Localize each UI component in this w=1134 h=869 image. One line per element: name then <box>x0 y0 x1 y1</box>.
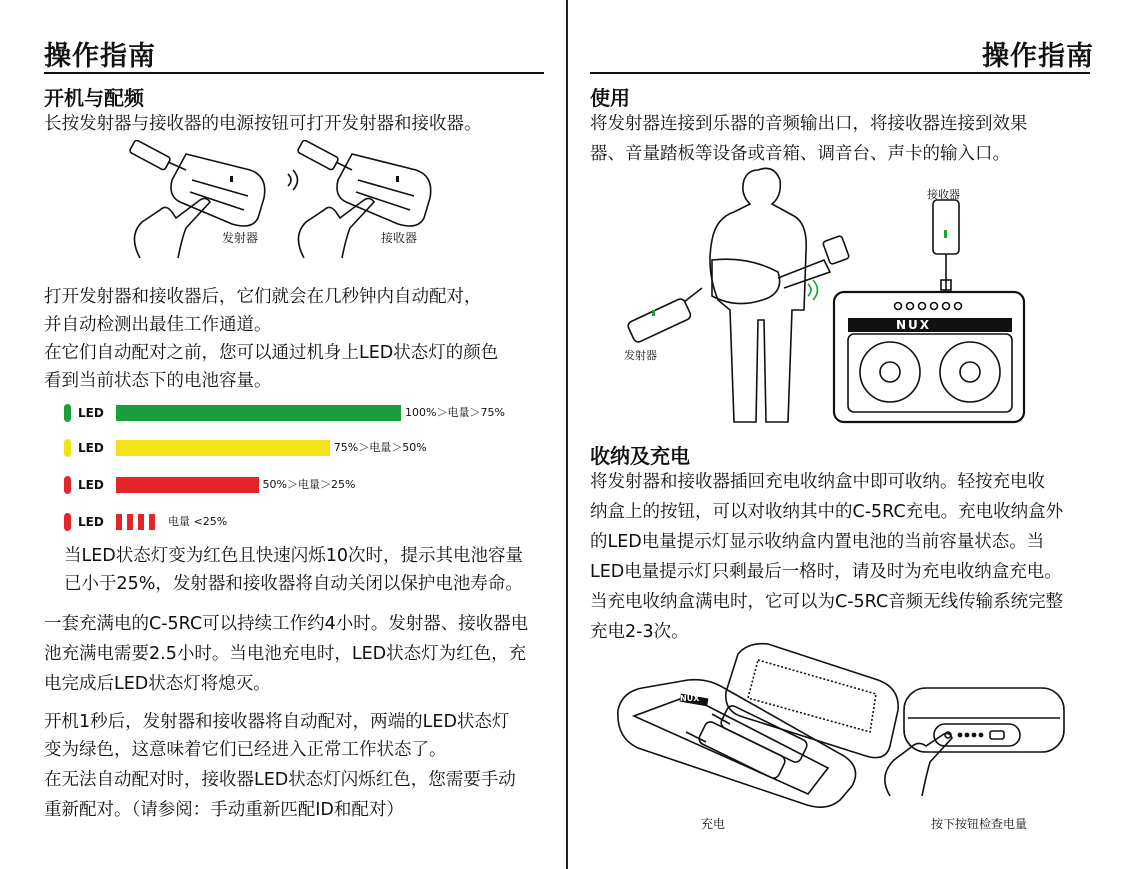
battery-range-label: 100%＞电量＞75% <box>405 406 505 419</box>
battery-range-label: 75%＞电量＞50% <box>333 441 427 454</box>
led-row-red <box>64 476 544 494</box>
storage-text-line6: 充电2-3次。 <box>590 622 689 642</box>
battery-bar <box>116 440 330 456</box>
use-text-line2: 器、音量踏板等设备或音箱、调音台、声卡的输入口。 <box>590 144 1010 164</box>
fig-transmitter-label: 发射器 <box>222 231 259 245</box>
led-indicator <box>64 476 71 494</box>
section-title-storage: 收纳及充电 <box>590 444 690 468</box>
led-label: LED <box>78 406 104 420</box>
pairing-para-line4: 看到当前状态下的电池容量。 <box>44 371 272 391</box>
led-indicator <box>64 513 71 531</box>
fig-receiver-label: 接收器 <box>927 188 960 201</box>
pairing-para-line3: 在它们自动配对之前，您可以通过机身上LED状态灯的颜色 <box>44 343 499 363</box>
page-title-right: 操作指南 <box>982 41 1094 72</box>
flashing-segment <box>149 514 155 530</box>
fig-transmitter-label: 发射器 <box>624 349 657 362</box>
battery-bar <box>116 405 401 421</box>
battery-bar <box>116 477 259 493</box>
fig-charge-label: 充电 <box>701 817 726 831</box>
led-label: LED <box>78 478 104 492</box>
fig-receiver-label: 接收器 <box>381 231 418 245</box>
led-row-red-flashing <box>64 513 544 531</box>
storage-text-line2: 纳盒上的按钮，可以对收纳其中的C-5RC充电。充电收纳盒外 <box>590 502 1064 522</box>
flashing-segment <box>138 514 144 530</box>
led-label: LED <box>78 515 104 529</box>
page-title-left: 操作指南 <box>44 41 156 72</box>
low-battery-para-line2: 已小于25%，发射器和接收器将自动关闭以保护电池寿命。 <box>64 574 523 594</box>
title-rule-right <box>590 72 1090 74</box>
battery-range-label: 50%＞电量＞25% <box>262 478 356 491</box>
flashing-segment <box>127 514 133 530</box>
usage-illustration <box>608 160 1028 430</box>
low-battery-para-line1: 当LED状态灯变为红色且快速闪烁10次时，提示其电池容量 <box>64 546 524 566</box>
charging-para-line2: 池充满电需要2.5小时。当电池充电时，LED状态灯为红色，充 <box>44 644 527 664</box>
title-rule-left <box>44 72 544 74</box>
fig-check-battery-label: 按下按钮检查电量 <box>931 817 1028 831</box>
storage-text-line3: 的LED电量提示灯显示收纳盒内置电池的当前容量状态。当 <box>590 532 1045 552</box>
auto-pair-para-line3: 在无法自动配对时，接收器LED状态灯闪烁红色，您需要手动 <box>44 770 516 790</box>
intro-text: 长按发射器与接收器的电源按钮可打开发射器和接收器。 <box>44 114 482 134</box>
charging-case-illustration <box>608 636 1078 816</box>
auto-pair-para-line4: 重新配对。（请参阅：手动重新匹配ID和配对） <box>44 800 404 820</box>
section-title-power-pairing: 开机与配频 <box>44 86 144 110</box>
storage-text-line1: 将发射器和接收器插回充电收纳盒中即可收纳。轻按充电收 <box>590 472 1045 492</box>
pairing-para-line2: 并自动检测出最佳工作通道。 <box>44 315 272 335</box>
section-title-use: 使用 <box>590 86 630 110</box>
storage-text-line5: 当充电收纳盒满电时，它可以为C-5RC音频无线传输系统完整 <box>590 592 1064 612</box>
led-row-green <box>64 404 544 422</box>
right-page <box>568 0 1134 869</box>
led-indicator <box>64 404 71 422</box>
pairing-para-line1: 打开发射器和接收器后，它们就会在几秒钟内自动配对， <box>44 287 482 307</box>
case-brand-logo: NUX <box>680 694 700 703</box>
battery-range-label: 电量 <25% <box>168 515 228 528</box>
charging-para-line3: 电完成后LED状态灯将熄灭。 <box>44 674 271 694</box>
auto-pair-para-line2: 变为绿色，这意味着它们已经进入正常工作状态了。 <box>44 740 447 760</box>
led-label: LED <box>78 441 104 455</box>
amp-brand-logo: NUX <box>896 318 932 332</box>
storage-text-line4: LED电量提示灯只剩最后一格时，请及时为充电收纳盒充电。 <box>590 562 1062 582</box>
charging-para-line1: 一套充满电的C-5RC可以持续工作约4小时。发射器、接收器电 <box>44 614 529 634</box>
auto-pair-para-line1: 开机1秒后，发射器和接收器将自动配对，两端的LED状态灯 <box>44 712 510 732</box>
use-text-line1: 将发射器连接到乐器的音频输出口，将接收器连接到效果 <box>590 114 1028 134</box>
led-indicator <box>64 439 71 457</box>
led-row-yellow <box>64 439 544 457</box>
flashing-segment <box>116 514 122 530</box>
